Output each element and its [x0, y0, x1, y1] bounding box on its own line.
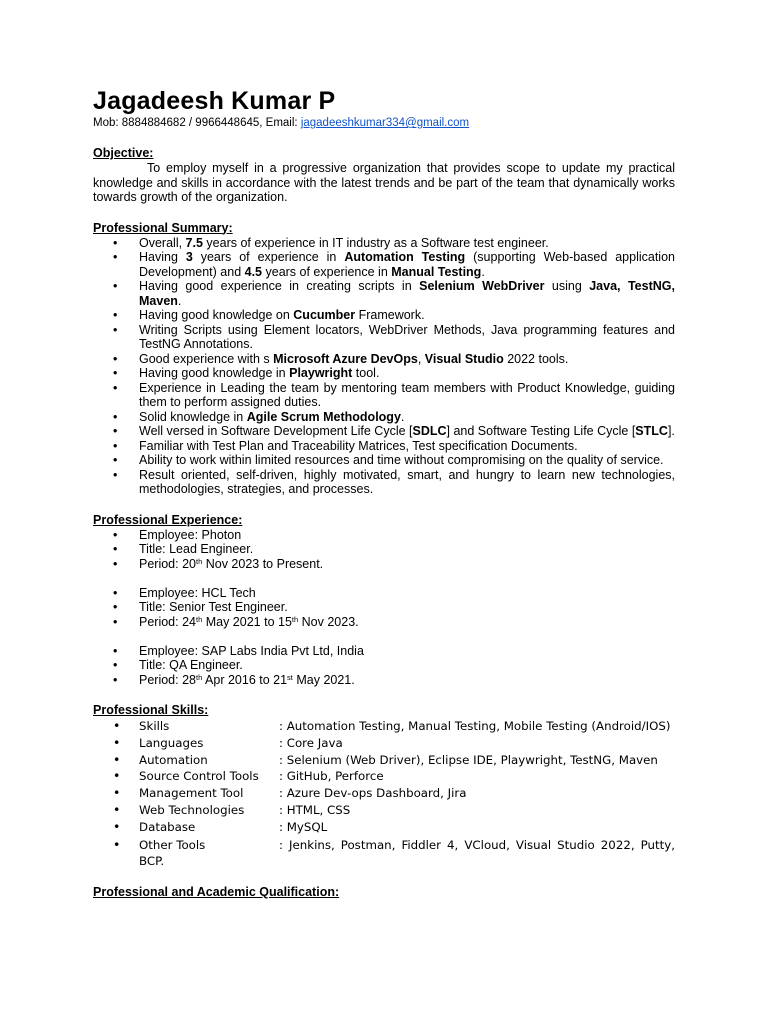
skills-heading: Professional Skills:	[93, 703, 209, 717]
resume-page	[93, 86, 675, 900]
email-link[interactable]: jagadeeshkumar334@gmail.com	[300, 117, 470, 129]
skills-section	[93, 703, 675, 869]
bullet-icon: •	[113, 643, 118, 658]
period-item: • Period: 20th Nov 2023 to Present.	[113, 556, 324, 571]
bullet-icon: •	[113, 409, 118, 424]
objective-heading: Objective:	[93, 146, 154, 160]
bullet-icon: •	[113, 527, 118, 542]
bullet-icon: •	[113, 279, 118, 293]
skill-label: Automation	[139, 752, 208, 767]
summary-item: • Good experience with s Microsoft Azure DevOps, Visual Studio 2022 tools.	[113, 351, 569, 366]
bullet-icon: •	[113, 380, 118, 395]
skill-row	[93, 819, 675, 836]
summary-item: • Overall, 7.5 years of experience in IT industry as a Software test engineer.	[113, 235, 549, 250]
summary-item: • Experience in Leading the team by mentoring team members with Product Knowledge, guiding them to perform assigned duties.	[113, 380, 675, 409]
experience-section	[93, 513, 675, 688]
bullet-icon: •	[113, 614, 118, 629]
summary-item: • Having good experience in creating scripts in Selenium WebDriver using Java, TestNG, Maven.	[113, 279, 675, 308]
experience-list	[93, 528, 675, 688]
period-item: • Period: 28th Apr 2016 to 21st May 2021.	[113, 672, 355, 687]
skill-value: : MySQL	[279, 819, 328, 834]
summary-item: • Having 3 years of experience in Automation Testing (supporting Web-based application Development) and 4.5 years of experience in Manual Testing.	[113, 250, 675, 279]
bullet-icon: •	[113, 438, 118, 453]
skill-value: : GitHub, Perforce	[279, 769, 384, 784]
skill-label: Database	[139, 819, 196, 834]
qualification-heading: Professional and Academic Qualification:	[93, 884, 340, 899]
summary-item: • Well versed in Software Development Life Cycle [SDLC] and Software Testing Life Cycle [STLC].	[113, 424, 675, 438]
bullet-icon: •	[113, 250, 118, 264]
bullet-icon: •	[113, 424, 118, 438]
skill-value: : Jenkins, Postman, Fiddler 4, VCloud, Visual Studio 2022, Putty, BCP.	[139, 837, 675, 868]
skill-row	[93, 752, 675, 769]
skill-value: : Azure Dev-ops Dashboard, Jira	[279, 786, 467, 801]
bullet-icon: •	[113, 235, 118, 250]
skill-row	[93, 735, 675, 752]
skill-row	[93, 785, 675, 802]
summary-item: • Familiar with Test Plan and Traceability Matrices, Test specification Documents.	[113, 438, 578, 453]
employer-item: • Employee: Photon	[113, 527, 242, 542]
skill-label: Languages	[139, 735, 204, 750]
bullet-icon: •	[113, 467, 118, 482]
bullet-icon: •	[113, 718, 121, 733]
period-item: • Period: 24th May 2021 to 15th Nov 2023.	[113, 614, 359, 629]
contact-line	[93, 116, 675, 130]
bullet-icon: •	[113, 658, 118, 672]
bullet-icon: •	[113, 556, 118, 571]
skill-label: Skills	[139, 719, 170, 733]
summary-list	[93, 236, 675, 497]
skill-value: : Automation Testing, Manual Testing, Mobile Testing (Android/IOS)	[279, 719, 671, 733]
experience-heading: Professional Experience:	[93, 512, 243, 527]
bullet-icon: •	[113, 785, 121, 801]
qualification-section	[93, 885, 675, 900]
bullet-icon: •	[113, 322, 118, 337]
bullet-icon: •	[113, 734, 121, 750]
bullet-icon: •	[113, 351, 118, 366]
bullet-icon: •	[113, 585, 118, 600]
summary-item: • Having good knowledge in Playwright tool.	[113, 366, 380, 380]
bullet-icon: •	[113, 453, 118, 467]
skill-row	[93, 718, 675, 735]
objective-text: To employ myself in a progressive organization that provides scope to update my practical knowledge and skills in accordance with the latest trends and be part of the team that dynamically works towards growth of the organization.	[93, 161, 675, 204]
skills-list	[93, 718, 675, 869]
objective-section	[93, 146, 675, 205]
bullet-icon: •	[113, 836, 121, 852]
skill-label: Other Tools	[139, 837, 206, 852]
bullet-icon: •	[113, 542, 118, 556]
employer-item: • Employee: SAP Labs India Pvt Ltd, India	[113, 643, 364, 658]
skill-row	[93, 768, 675, 785]
summary-item: • Writing Scripts using Element locators, WebDriver Methods, Java programming features and TestNG Annotations.	[113, 322, 675, 351]
skill-label: Management Tool	[139, 786, 244, 801]
bullet-icon: •	[113, 308, 118, 322]
bullet-icon: •	[113, 801, 121, 817]
summary-item: • Solid knowledge in Agile Scrum Methodology.	[113, 409, 405, 424]
bullet-icon: •	[113, 672, 118, 687]
bullet-icon: •	[113, 366, 118, 380]
skill-value: : Core Java	[279, 735, 343, 750]
job-title-item: • Title: Lead Engineer.	[113, 542, 254, 556]
job-title-item: • Title: QA Engineer.	[113, 658, 243, 672]
skill-label: Source Control Tools	[139, 769, 259, 784]
summary-item: • Result oriented, self-driven, highly motivated, smart, and hungry to learn new technologies, methodologies, strategies, and processes.	[113, 467, 675, 496]
candidate-name: Jagadeesh Kumar P	[93, 87, 336, 115]
skill-value: : Selenium (Web Driver), Eclipse IDE, Playwright, TestNG, Maven	[279, 752, 658, 767]
skill-row	[93, 802, 675, 819]
job-title-item: • Title: Senior Test Engineer.	[113, 600, 288, 614]
bullet-icon: •	[113, 818, 121, 834]
summary-item: • Ability to work within limited resources and time without compromising on the quality of service.	[113, 453, 664, 467]
skill-value: : HTML, CSS	[279, 802, 351, 817]
bullet-icon: •	[113, 751, 121, 767]
bullet-icon: •	[113, 600, 118, 614]
bullet-icon: •	[113, 768, 121, 784]
skill-label: Web Technologies	[139, 802, 245, 817]
summary-section	[93, 221, 675, 497]
skill-row	[93, 837, 675, 869]
contact-phones: Mob: 8884884682 / 9966448645, Email:	[93, 117, 301, 129]
summary-heading: Professional Summary:	[93, 220, 233, 235]
summary-item: • Having good knowledge on Cucumber Framework.	[113, 308, 425, 322]
employer-item: • Employee: HCL Tech	[113, 585, 256, 600]
